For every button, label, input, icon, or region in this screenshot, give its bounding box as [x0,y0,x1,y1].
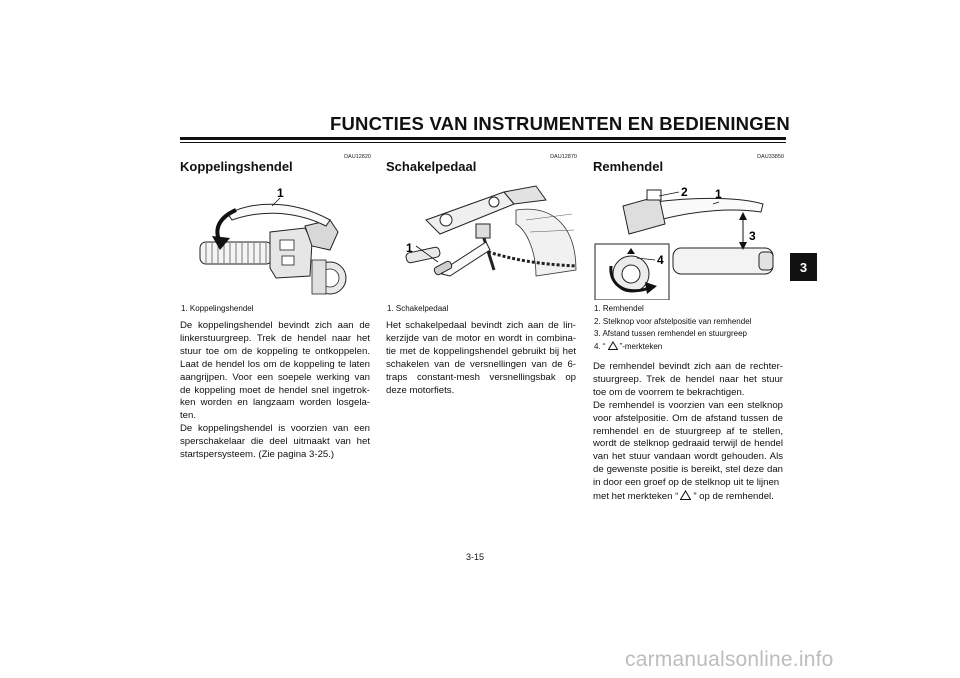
header-rule-thin [180,142,786,143]
paragraph: De koppelingshendel bevindt zich aan de linkerstuurgreep. Trek de hendel naar het stuur toe om de koppeling te ontkoppelen. Laat de hendel los om de koppeling te laten aangrijpen. Voor een soepele werking van de koppeling moet de hendel snel ingetrokken worden en langzaam worden losgelaten. [180,320,370,422]
figure-callout: 1 [277,186,284,200]
figure-caption: 3. Afstand tussen remhendel en stuurgreep [594,329,747,338]
watermark: carmanualsonline.info [625,648,834,671]
section-code: DAU12820 [344,154,371,160]
figure-callout: 3 [749,229,756,243]
section-body [386,320,576,397]
figure-caption: 1. Remhendel [594,304,644,313]
triangle-mark-icon [680,490,691,500]
caption-prefix: 4. “ [594,341,606,351]
page-title: FUNCTIES VAN INSTRUMENTEN EN BEDIENINGEN [330,113,790,134]
section-heading: Remhendel [593,159,664,174]
figure-caption: 2. Stelknop voor afstelpositie van remhendel [594,316,752,326]
chapter-tab-label: 3 [799,259,808,275]
section-code: DAU12870 [550,154,577,160]
paragraph: De remhendel bevindt zich aan de rechterstuurgreep. Trek de hendel naar het stuur toe om de voorrem te bekrachtigen. [593,361,783,398]
header-rule [180,137,786,140]
text-suffix: ” op de remhendel. [693,491,774,503]
figure-callout: 2 [681,185,688,199]
figure-caption: 1. Schakelpedaal [387,304,449,313]
paragraph: De remhendel is voorzien van een stelknop voor afstelpositie. Om de afstand tussen de remhendel en de stuurgreep af te stellen, wordt de stelknop gedraaid terwijl de hendel van het stuur vandaan wordt gehouden. Als de gewenste positie is bereikt, stel deze dan in door een groef op de stelknop uit te lijnen [593,399,783,489]
figure-caption [594,341,790,354]
section-body [593,361,783,504]
figure-callout: 1 [715,187,722,201]
brake-lever-figure [593,180,785,300]
caption-suffix: ”-merkteken [619,341,663,351]
figure-caption: 1. Koppelingshendel [181,304,254,313]
text-prefix: met het merkteken “ [593,491,679,503]
paragraph: De koppelingshendel is voorzien van een sperschakelaar die deel uitmaakt van het startspersysteem. (Zie pagina 3-25.) [180,423,370,461]
triangle-mark-icon [608,341,618,350]
clutch-lever-figure [180,180,376,300]
section-heading: Schakelpedaal [386,159,477,174]
page-number: 3-15 [466,552,485,562]
figure-callout: 1 [406,241,413,255]
figure-caption-list [594,303,790,353]
section-body [180,320,370,462]
paragraph-last-line [593,490,783,504]
chapter-tab [790,253,817,281]
section-code: DAU33850 [757,154,784,160]
figure-callout: 4 [657,253,664,267]
section-heading: Koppelingshendel [180,159,293,174]
shift-pedal-figure [386,180,578,300]
paragraph: Het schakelpedaal bevindt zich aan de linkerzijde van de motor en wordt in combinatie met de koppelingshendel gebruikt bij het schakelen van de versnellingen van de 6-traps constant-mesh versnellingsbak op deze motorfiets. [386,320,576,396]
